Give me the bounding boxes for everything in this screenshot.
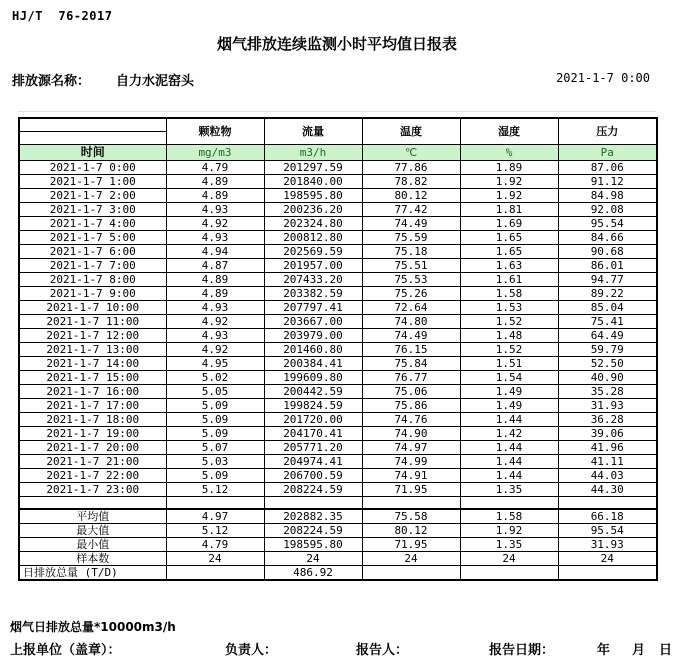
row-label-cell: 2021-1-7 21:00 xyxy=(19,454,166,468)
value-cell: 76.77 xyxy=(362,370,460,384)
value-cell: 95.54 xyxy=(558,524,657,538)
value-cell: 4.79 xyxy=(166,160,264,174)
value-cell xyxy=(460,496,558,509)
row-label-cell: 2021-1-7 14:00 xyxy=(19,356,166,370)
value-cell: 200236.20 xyxy=(264,202,362,216)
table-row xyxy=(19,482,657,496)
value-cell: 24 xyxy=(362,552,460,566)
report-datetime: 2021-1-7 0:00 xyxy=(556,71,650,85)
value-cell: 5.07 xyxy=(166,440,264,454)
value-cell: 1.44 xyxy=(460,412,558,426)
value-cell: 200812.80 xyxy=(264,230,362,244)
col-header-humidity: 湿度 xyxy=(460,118,558,144)
value-cell: 74.90 xyxy=(362,426,460,440)
value-cell: 5.02 xyxy=(166,370,264,384)
table-row xyxy=(19,398,657,412)
page-title: 烟气排放连续监测小时平均值日报表 xyxy=(216,35,457,53)
row-label-cell: 2021-1-7 17:00 xyxy=(19,398,166,412)
value-cell: 200384.41 xyxy=(264,356,362,370)
value-cell: 74.97 xyxy=(362,440,460,454)
row-label-cell: 2021-1-7 20:00 xyxy=(19,440,166,454)
row-label-cell: 2021-1-7 2:00 xyxy=(19,188,166,202)
value-cell: 64.49 xyxy=(558,328,657,342)
table-row xyxy=(19,286,657,300)
value-cell: 1.54 xyxy=(460,370,558,384)
table-row xyxy=(19,454,657,468)
value-cell: 75.26 xyxy=(362,286,460,300)
row-label-cell: 2021-1-7 23:00 xyxy=(19,482,166,496)
value-cell: 1.63 xyxy=(460,258,558,272)
value-cell: 1.44 xyxy=(460,440,558,454)
value-cell: 44.03 xyxy=(558,468,657,482)
table-row xyxy=(19,202,657,216)
value-cell: 203979.00 xyxy=(264,328,362,342)
row-label-cell: 样本数 xyxy=(19,552,166,566)
value-cell: 24 xyxy=(166,552,264,566)
value-cell: 80.12 xyxy=(362,524,460,538)
table-row xyxy=(19,384,657,398)
value-cell: 95.54 xyxy=(558,216,657,230)
value-cell: 5.05 xyxy=(166,384,264,398)
value-cell: 41.96 xyxy=(558,440,657,454)
value-cell xyxy=(264,496,362,509)
value-cell: 31.93 xyxy=(558,538,657,552)
row-label-cell: 2021-1-7 11:00 xyxy=(19,314,166,328)
table-header xyxy=(19,118,657,160)
unit-humidity: % xyxy=(460,144,558,160)
value-cell: 1.58 xyxy=(460,509,558,524)
value-cell: 208224.59 xyxy=(264,524,362,538)
table-row xyxy=(19,314,657,328)
value-cell: 199609.80 xyxy=(264,370,362,384)
value-cell: 1.52 xyxy=(460,314,558,328)
value-cell: 90.68 xyxy=(558,244,657,258)
table-row xyxy=(19,216,657,230)
value-cell: 1.65 xyxy=(460,230,558,244)
value-cell: 1.49 xyxy=(460,398,558,412)
header-blank-cell-bottom xyxy=(19,131,166,144)
hourly-rows xyxy=(19,160,657,496)
row-label-cell: 2021-1-7 1:00 xyxy=(19,174,166,188)
value-cell: 1.89 xyxy=(460,160,558,174)
table-row xyxy=(19,412,657,426)
value-cell: 208224.59 xyxy=(264,482,362,496)
value-cell: 74.91 xyxy=(362,468,460,482)
value-cell: 1.58 xyxy=(460,286,558,300)
value-cell: 4.89 xyxy=(166,272,264,286)
value-cell: 1.69 xyxy=(460,216,558,230)
value-cell: 202882.35 xyxy=(264,509,362,524)
value-cell: 1.92 xyxy=(460,524,558,538)
value-cell: 72.64 xyxy=(362,300,460,314)
month-label: 月 xyxy=(632,643,646,658)
value-cell: 1.92 xyxy=(460,188,558,202)
value-cell: 76.15 xyxy=(362,342,460,356)
value-cell xyxy=(460,566,558,581)
value-cell: 39.06 xyxy=(558,426,657,440)
value-cell: 204170.41 xyxy=(264,426,362,440)
value-cell: 4.93 xyxy=(166,300,264,314)
value-cell: 87.06 xyxy=(558,160,657,174)
year-label: 年 xyxy=(597,643,611,658)
value-cell xyxy=(558,566,657,581)
value-cell: 1.65 xyxy=(460,244,558,258)
value-cell: 1.44 xyxy=(460,468,558,482)
row-label-cell: 2021-1-7 3:00 xyxy=(19,202,166,216)
value-cell: 36.28 xyxy=(558,412,657,426)
value-cell: 5.03 xyxy=(166,454,264,468)
table-row xyxy=(19,272,657,286)
row-label-cell: 2021-1-7 7:00 xyxy=(19,258,166,272)
footer-note: 烟气日排放总量*10000m3/h xyxy=(10,620,176,634)
monitoring-table xyxy=(18,117,658,581)
table-row xyxy=(19,230,657,244)
responsible-label: 负责人： xyxy=(225,643,278,658)
row-label-cell: 2021-1-7 19:00 xyxy=(19,426,166,440)
row-label-cell: 最大值 xyxy=(19,524,166,538)
value-cell: 4.92 xyxy=(166,314,264,328)
value-cell: 75.59 xyxy=(362,230,460,244)
value-cell: 199824.59 xyxy=(264,398,362,412)
value-cell: 1.53 xyxy=(460,300,558,314)
table-row xyxy=(19,300,657,314)
value-cell: 1.44 xyxy=(460,454,558,468)
row-label-cell: 日排放总量 (T/D) xyxy=(19,566,166,581)
source-label: 排放源名称： xyxy=(12,74,91,89)
value-cell: 44.30 xyxy=(558,482,657,496)
value-cell: 201460.80 xyxy=(264,342,362,356)
value-cell: 201840.00 xyxy=(264,174,362,188)
unit-row xyxy=(19,144,657,160)
value-cell: 35.28 xyxy=(558,384,657,398)
table-row xyxy=(19,552,657,566)
header-blank-cell-top xyxy=(19,118,166,131)
value-cell: 4.79 xyxy=(166,538,264,552)
value-cell: 94.77 xyxy=(558,272,657,286)
value-cell: 24 xyxy=(264,552,362,566)
value-cell: 59.79 xyxy=(558,342,657,356)
value-cell: 75.84 xyxy=(362,356,460,370)
header-row-top xyxy=(19,118,657,131)
value-cell: 40.90 xyxy=(558,370,657,384)
row-label-cell: 平均值 xyxy=(19,509,166,524)
value-cell: 78.82 xyxy=(362,174,460,188)
row-label-cell: 最小值 xyxy=(19,538,166,552)
value-cell: 71.95 xyxy=(362,482,460,496)
value-cell: 74.49 xyxy=(362,328,460,342)
value-cell: 77.86 xyxy=(362,160,460,174)
value-cell: 207797.41 xyxy=(264,300,362,314)
value-cell: 77.42 xyxy=(362,202,460,216)
value-cell: 201720.00 xyxy=(264,412,362,426)
value-cell: 75.53 xyxy=(362,272,460,286)
row-label-cell: 2021-1-7 15:00 xyxy=(19,370,166,384)
value-cell: 75.58 xyxy=(362,509,460,524)
value-cell: 1.42 xyxy=(460,426,558,440)
row-label-cell: 2021-1-7 22:00 xyxy=(19,468,166,482)
value-cell: 4.89 xyxy=(166,174,264,188)
value-cell: 203667.00 xyxy=(264,314,362,328)
table-row xyxy=(19,468,657,482)
value-cell: 1.92 xyxy=(460,174,558,188)
value-cell: 1.35 xyxy=(460,482,558,496)
value-cell: 24 xyxy=(460,552,558,566)
doc-code: HJ/T 76-2017 xyxy=(12,9,113,23)
value-cell: 198595.80 xyxy=(264,538,362,552)
table-row xyxy=(19,356,657,370)
table-row xyxy=(19,509,657,524)
value-cell: 206700.59 xyxy=(264,468,362,482)
value-cell: 89.22 xyxy=(558,286,657,300)
separator-rule xyxy=(18,111,656,112)
value-cell: 198595.80 xyxy=(264,188,362,202)
value-cell: 207433.20 xyxy=(264,272,362,286)
value-cell xyxy=(362,496,460,509)
value-cell: 202569.59 xyxy=(264,244,362,258)
value-cell: 4.93 xyxy=(166,202,264,216)
row-label-cell: 2021-1-7 13:00 xyxy=(19,342,166,356)
table-row xyxy=(19,426,657,440)
value-cell: 75.86 xyxy=(362,398,460,412)
value-cell: 1.81 xyxy=(460,202,558,216)
time-column-header: 时间 xyxy=(19,144,166,160)
unit-particulate: mg/m3 xyxy=(166,144,264,160)
value-cell: 84.98 xyxy=(558,188,657,202)
col-header-temperature: 温度 xyxy=(362,118,460,144)
value-cell: 52.50 xyxy=(558,356,657,370)
value-cell: 4.94 xyxy=(166,244,264,258)
value-cell: 74.99 xyxy=(362,454,460,468)
value-cell: 5.09 xyxy=(166,398,264,412)
value-cell: 1.35 xyxy=(460,538,558,552)
value-cell xyxy=(166,566,264,581)
report-unit-label: 上报单位（盖章）： xyxy=(10,643,121,658)
value-cell: 203382.59 xyxy=(264,286,362,300)
row-label-cell: 2021-1-7 9:00 xyxy=(19,286,166,300)
table-row xyxy=(19,244,657,258)
row-label-cell: 2021-1-7 6:00 xyxy=(19,244,166,258)
value-cell: 24 xyxy=(558,552,657,566)
unit-pressure: Pa xyxy=(558,144,657,160)
value-cell: 66.18 xyxy=(558,509,657,524)
value-cell: 201957.00 xyxy=(264,258,362,272)
row-label-cell: 2021-1-7 18:00 xyxy=(19,412,166,426)
value-cell: 4.89 xyxy=(166,188,264,202)
value-cell: 1.48 xyxy=(460,328,558,342)
value-cell: 4.92 xyxy=(166,342,264,356)
value-cell: 85.04 xyxy=(558,300,657,314)
row-label-cell: 2021-1-7 4:00 xyxy=(19,216,166,230)
col-header-particulate: 颗粒物 xyxy=(166,118,264,144)
value-cell: 31.93 xyxy=(558,398,657,412)
reporter-label: 报告人： xyxy=(356,643,409,658)
signature-line xyxy=(0,639,674,657)
value-cell: 74.76 xyxy=(362,412,460,426)
col-header-pressure: 压力 xyxy=(558,118,657,144)
value-cell: 91.12 xyxy=(558,174,657,188)
table-row xyxy=(19,188,657,202)
value-cell: 5.12 xyxy=(166,482,264,496)
value-cell xyxy=(362,566,460,581)
value-cell: 75.06 xyxy=(362,384,460,398)
value-cell: 4.87 xyxy=(166,258,264,272)
value-cell: 1.61 xyxy=(460,272,558,286)
value-cell xyxy=(558,496,657,509)
value-cell: 5.12 xyxy=(166,524,264,538)
value-cell: 75.18 xyxy=(362,244,460,258)
value-cell: 200442.59 xyxy=(264,384,362,398)
value-cell: 201297.59 xyxy=(264,160,362,174)
value-cell: 4.93 xyxy=(166,230,264,244)
row-label-cell xyxy=(19,496,166,509)
report-date-label: 报告日期： xyxy=(489,643,555,658)
value-cell: 92.08 xyxy=(558,202,657,216)
value-cell: 84.66 xyxy=(558,230,657,244)
table-row xyxy=(19,538,657,552)
table-row xyxy=(19,174,657,188)
value-cell: 4.95 xyxy=(166,356,264,370)
value-cell: 74.49 xyxy=(362,216,460,230)
table-row xyxy=(19,160,657,174)
table-row xyxy=(19,370,657,384)
value-cell: 5.09 xyxy=(166,412,264,426)
value-cell xyxy=(166,496,264,509)
value-cell: 75.51 xyxy=(362,258,460,272)
unit-flow: m3/h xyxy=(264,144,362,160)
row-label-cell: 2021-1-7 0:00 xyxy=(19,160,166,174)
value-cell: 486.92 xyxy=(264,566,362,581)
table-row xyxy=(19,328,657,342)
table-row xyxy=(19,440,657,454)
value-cell: 1.49 xyxy=(460,384,558,398)
value-cell: 4.93 xyxy=(166,328,264,342)
row-label-cell: 2021-1-7 5:00 xyxy=(19,230,166,244)
row-label-cell: 2021-1-7 10:00 xyxy=(19,300,166,314)
value-cell: 4.97 xyxy=(166,509,264,524)
value-cell: 71.95 xyxy=(362,538,460,552)
day-label: 日 xyxy=(659,643,673,658)
value-cell: 75.41 xyxy=(558,314,657,328)
value-cell: 1.52 xyxy=(460,342,558,356)
source-value: 自力水泥窑头 xyxy=(116,74,195,89)
summary-rows xyxy=(19,496,657,580)
value-cell: 80.12 xyxy=(362,188,460,202)
value-cell: 5.09 xyxy=(166,426,264,440)
value-cell: 74.80 xyxy=(362,314,460,328)
value-cell: 1.51 xyxy=(460,356,558,370)
table-row xyxy=(19,566,657,581)
row-label-cell: 2021-1-7 8:00 xyxy=(19,272,166,286)
table-row xyxy=(19,524,657,538)
table-row xyxy=(19,342,657,356)
table-row xyxy=(19,258,657,272)
unit-temperature: ℃ xyxy=(362,144,460,160)
row-label-cell: 2021-1-7 16:00 xyxy=(19,384,166,398)
value-cell: 4.89 xyxy=(166,286,264,300)
col-header-flow: 流量 xyxy=(264,118,362,144)
value-cell: 41.11 xyxy=(558,454,657,468)
value-cell: 5.09 xyxy=(166,468,264,482)
value-cell: 205771.20 xyxy=(264,440,362,454)
separator-row xyxy=(19,496,657,509)
value-cell: 202324.80 xyxy=(264,216,362,230)
value-cell: 4.92 xyxy=(166,216,264,230)
value-cell: 204974.41 xyxy=(264,454,362,468)
row-label-cell: 2021-1-7 12:00 xyxy=(19,328,166,342)
value-cell: 86.01 xyxy=(558,258,657,272)
